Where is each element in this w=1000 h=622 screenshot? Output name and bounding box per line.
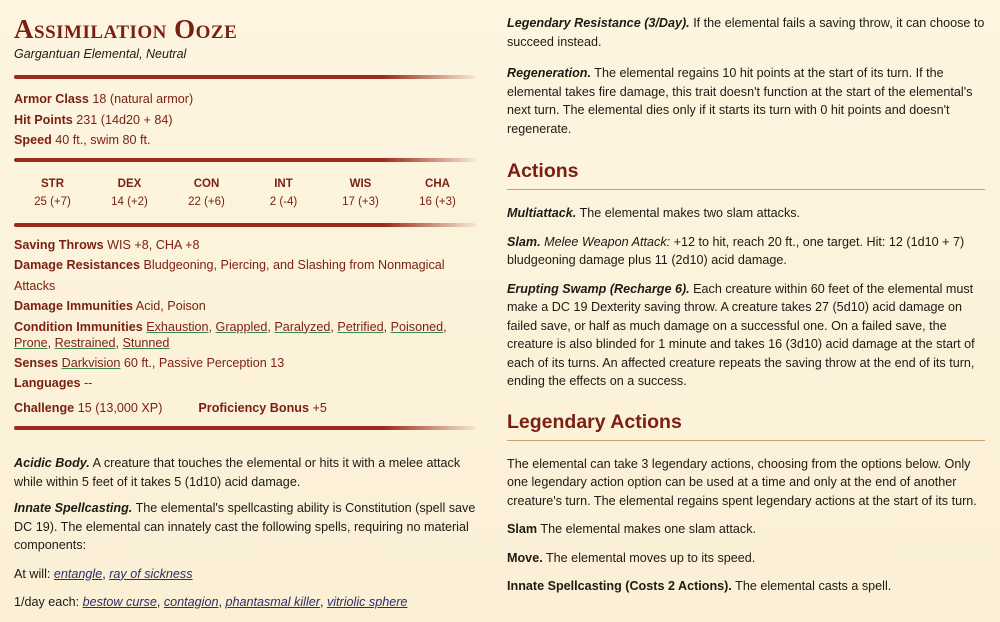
challenge-label: Challenge [14,400,75,415]
ability-value: 14 (+2) [111,195,148,208]
action-name: Erupting Swamp (Recharge 6). [507,281,690,296]
saving-throws-row [14,235,476,256]
ability-wis [322,175,399,211]
damage-immunities-value: Acid, Poison [135,299,206,313]
legendary-text: The elemental casts a spell. [735,579,892,593]
languages-value: -- [83,376,93,390]
challenge-row [14,398,476,419]
ability-dex [91,175,168,211]
divider [14,223,476,227]
divider [14,426,476,430]
ability-value: 17 (+3) [342,195,379,208]
damage-immunities-row [14,296,476,317]
legendary-intro: The elemental can take 3 legendary actions, choosing from the options below. Only one legendary action option can be used at a time and only at the end of another creature's turn. The elemental regains spent legendary actions at the start of its turn. [507,456,977,508]
ability-value: 22 (+6) [188,195,225,208]
legendary-list [507,455,985,596]
monster-meta: Gargantuan Elemental, Neutral [14,47,187,61]
damage-immunities-label: Damage Immunities [14,299,133,313]
spells-per-day: 1/day each: bestow curse, contagion, phantasmal killer, vitriolic sphere [14,595,408,609]
divider [14,158,476,162]
condition-immunities-label: Condition Immunities [14,319,143,334]
action-text: Each creature within 60 feet of the elemental must make a DC 19 Dexterity saving throw. A creature takes 27 (5d10) acid damage on failed save, or half as much damage on a successful one. On a failed save, the creature is also blinded for 1 minute and takes 16 (3d10) acid damage at the start of each of its turns. An affected creature repeats the saving throw at the end of its turn, ending the effects on a success. [507,281,975,388]
ability-value: 16 (+3) [419,195,456,208]
legendary-actions-heading: Legendary Actions [507,409,985,441]
hit-points-label: Hit Points [14,112,73,127]
challenge [14,398,162,419]
spells-at-will: At will: entangle, ray of sickness [14,566,193,581]
hit-points-value: 231 (14d20 + 84) [76,112,173,127]
hit-points-row [14,110,476,131]
trait-name: Legendary Resistance (3/Day). [507,16,690,30]
trait-text: The elemental regains 10 hit points at the start of its turn. If the elemental takes fire damage, this trait doesn't function at the start of the elemental's next turn. The elemental dies only if it starts its turn with 0 hit points and doesn't regenerate. [507,66,973,136]
trait-name: Innate Spellcasting. [14,501,133,515]
proficiency-bonus [198,398,326,419]
trait-text: The elemental's spellcasting ability is Constitution (spell save DC 19). The elemental can innately cast the following spells, requiring no material components: [14,501,476,552]
spell-link[interactable]: contagion [163,595,219,609]
legendary-text: The elemental moves up to its speed. [545,550,756,565]
armor-class-row [14,89,476,110]
condition-link[interactable]: Restrained [54,335,116,350]
speed-label: Speed [14,133,52,147]
ability-str [14,175,91,211]
left-column [14,14,476,620]
action-name: Multiattack. [507,206,577,220]
senses-label: Senses [14,355,59,370]
spell-link[interactable]: phantasmal killer [225,595,320,609]
legendary-name: Slam [507,522,538,536]
action-erupting-swamp [507,280,985,391]
properties [14,235,476,419]
right-column [507,14,985,604]
legendary-name: Innate Spellcasting (Costs 2 Actions). [507,579,732,593]
spells-per-day-label: 1/day each: [14,595,80,609]
senses-row [14,353,476,374]
trait-innate-spellcasting [14,499,476,555]
action-name: Slam. [507,234,541,249]
legendary-slam [507,520,985,539]
saving-throws-value: WIS +8, CHA +8 [107,237,200,252]
damage-resistances-row [14,255,476,296]
ability-name: INT [274,177,293,190]
damage-resistances-label: Damage Resistances [14,258,141,272]
action-type: Melee Weapon Attack: [544,234,671,249]
legendary-move [507,549,985,568]
actions-heading: Actions [507,158,985,190]
trait-text: A creature that touches the elemental or hits it with a melee attack while within 5 feet of it takes 5 (1d10) acid damage. [14,456,461,489]
trait-text: If the elemental fails a saving throw, it can choose to succeed instead. [507,16,985,49]
condition-link[interactable]: Poisoned [390,319,444,334]
legendary-spellcasting [507,577,985,596]
ability-value: 25 (+7) [34,195,71,208]
divider [14,75,476,79]
ability-name: STR [41,177,64,190]
ability-name: DEX [117,177,142,190]
spells-at-will-label: At will: [14,566,51,581]
trait-regeneration [507,64,985,138]
spell-link[interactable]: bestow curse [82,595,157,609]
action-multiattack [507,204,985,223]
challenge-value: 15 (13,000 XP) [77,400,163,415]
basic-stats [14,89,476,151]
condition-link[interactable]: Paralyzed [274,319,331,334]
condition-link[interactable]: Grappled [215,319,268,334]
proficiency-bonus-label: Proficiency Bonus [198,400,309,415]
ability-cha [399,175,476,211]
speed-value: 40 ft., swim 80 ft. [55,133,151,147]
darkvision-link[interactable]: Darkvision [61,355,121,370]
saving-throws-label: Saving Throws [14,237,104,252]
ability-name: WIS [349,177,372,190]
ability-int [245,175,322,211]
speed-row [14,130,476,151]
condition-immunities-row: Condition Immunities Exhaustion, Grappled, Paralyzed, Petrified, Poisoned, Prone, Restrained, Stunned [14,319,447,350]
damage-resistances-value: Bludgeoning, Piercing, and Slashing from Nonmagical Attacks [14,258,445,293]
ability-value: 2 (-4) [269,195,298,208]
action-text: +12 to hit, reach 20 ft., one target. Hit: 12 (1d10 + 7) bludgeoning damage plus 11 (2d10) acid damage. [507,234,965,267]
senses-value: 60 ft., Passive Perception 13 [123,355,285,370]
legendary-name: Move. [507,550,543,565]
trait-legendary-resistance [507,14,985,51]
trait-name: Acidic Body. [14,456,90,470]
spell-link[interactable]: ray of sickness [109,566,193,581]
actions-list [507,204,985,391]
monster-name: Assimilation Ooze [14,14,238,44]
legendary-text: The elemental makes one slam attack. [540,522,756,536]
trait-acidic-body [14,454,476,491]
condition-link[interactable]: Petrified [337,319,384,334]
armor-class-label: Armor Class [14,92,89,106]
action-slam [507,233,985,270]
proficiency-bonus-value: +5 [312,400,327,415]
traits [14,454,476,612]
ability-name: CON [193,177,220,190]
ability-scores [14,175,476,211]
spell-link[interactable]: entangle [53,566,103,581]
armor-class-value: 18 (natural armor) [92,92,194,106]
languages-label: Languages [14,376,81,390]
ability-con [168,175,245,211]
languages-row [14,373,476,394]
condition-link[interactable]: Stunned [122,335,170,350]
trait-name: Regeneration. [507,66,591,80]
ability-name: CHA [425,177,450,190]
condition-link[interactable]: Exhaustion [146,319,209,334]
spell-link[interactable]: vitriolic sphere [326,595,408,609]
condition-link[interactable]: Prone [14,335,48,350]
action-text: The elemental makes two slam attacks. [579,206,801,220]
